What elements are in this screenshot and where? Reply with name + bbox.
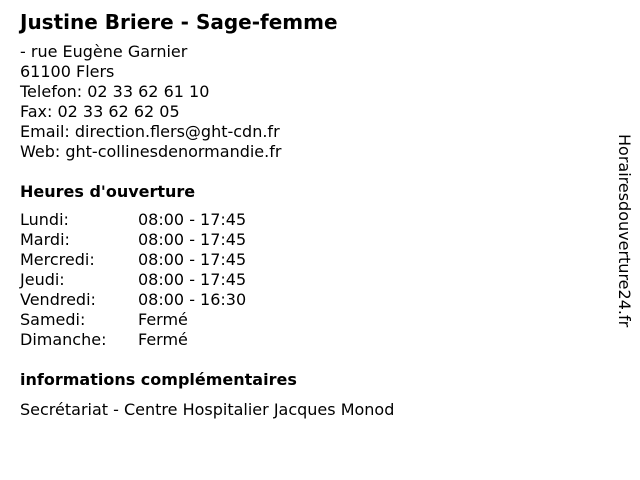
day-label: Dimanche: [20, 330, 107, 349]
fax-line: Fax: 02 33 62 62 05 [20, 102, 180, 121]
hours-value: Fermé [138, 330, 188, 349]
hours-value: 08:00 - 17:45 [138, 270, 247, 289]
web-line: Web: ght-collinesdenormandie.fr [20, 142, 282, 161]
page-title: Justine Briere - Sage-femme [20, 10, 338, 34]
hours-row-mardi [20, 230, 600, 250]
hours-value: Fermé [138, 310, 188, 329]
opening-hours-table [20, 210, 600, 350]
day-label: Jeudi: [20, 270, 65, 289]
hours-value: 08:00 - 17:45 [138, 230, 247, 249]
additional-info-heading: informations complémentaires [20, 370, 297, 389]
address-line-2: 61100 Flers [20, 62, 115, 81]
phone-line: Telefon: 02 33 62 61 10 [20, 82, 210, 101]
hours-row-mercredi [20, 250, 600, 270]
day-label: Lundi: [20, 210, 69, 229]
hours-row-dimanche [20, 330, 600, 350]
hours-row-lundi [20, 210, 600, 230]
email-line: Email: direction.flers@ght-cdn.fr [20, 122, 280, 141]
additional-info-text: Secrétariat - Centre Hospitalier Jacques Monod [20, 400, 395, 419]
hours-row-vendredi [20, 290, 600, 310]
hours-value: 08:00 - 16:30 [138, 290, 247, 309]
opening-hours-heading: Heures d'ouverture [20, 182, 196, 201]
hours-row-samedi [20, 310, 600, 330]
hours-value: 08:00 - 17:45 [138, 210, 247, 229]
business-card [20, 8, 600, 420]
day-label: Vendredi: [20, 290, 96, 309]
day-label: Samedi: [20, 310, 86, 329]
hours-row-jeudi [20, 270, 600, 290]
day-label: Mercredi: [20, 250, 95, 269]
address-line-1: - rue Eugène Garnier [20, 42, 188, 61]
day-label: Mardi: [20, 230, 70, 249]
site-watermark: Horairesdouverture24.fr [615, 134, 634, 328]
hours-value: 08:00 - 17:45 [138, 250, 247, 269]
